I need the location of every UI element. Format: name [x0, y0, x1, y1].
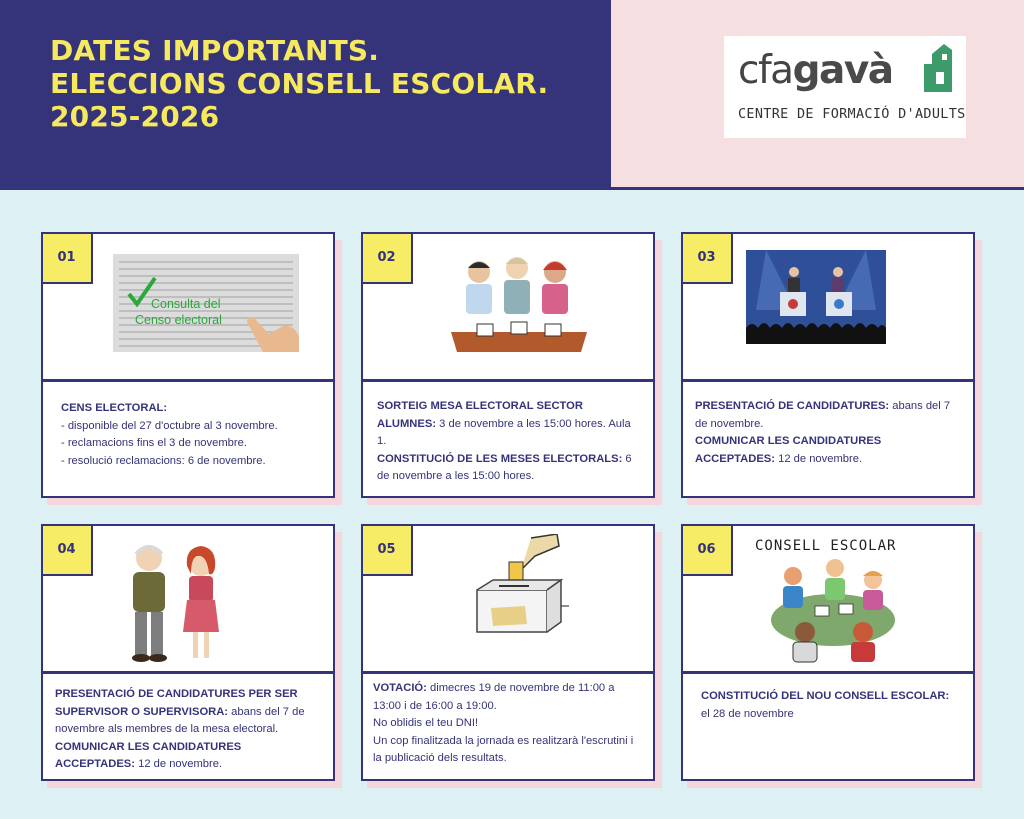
- card-03-text-2: 12 de novembre.: [774, 452, 863, 465]
- building-icon: [920, 42, 956, 94]
- card-03-text: [695, 398, 963, 468]
- card-03-heading-1: PRESENTACIÓ DE CANDIDATURES:: [695, 400, 890, 412]
- card-04-heading-1: PRESENTACIÓ DE CANDIDATURES PER SER SUPERVISOR O SUPERVISORA:: [55, 688, 298, 718]
- card-01-heading: CENS ELECTORAL:: [61, 402, 168, 414]
- census-text-1: Consulta del: [151, 297, 221, 311]
- card-05-text: [373, 680, 639, 768]
- card-05-line-3: Un cop finalitzada la jornada es realitzarà l'escrutini i la publicació dels resultats.: [373, 734, 634, 764]
- title-line-1: DATES IMPORTANTS.: [50, 34, 380, 67]
- card-06-text: [701, 688, 961, 723]
- council-sign: CONSELL ESCOLAR: [755, 538, 897, 554]
- card-02-text-1: 3 de novembre a les 15:00 hores. Aula 1.: [377, 417, 631, 447]
- card-03-heading-2: COMUNICAR LES CANDIDATURES ACCEPTADES:: [695, 435, 882, 465]
- card-02-heading-1: SORTEIG MESA ELECTORAL SECTOR ALUMNES:: [377, 400, 583, 430]
- card-number-badge: 03: [681, 232, 733, 284]
- header-divider: [0, 187, 1024, 190]
- card-06-heading-1: CONSTITUCIÓ DEL NOU CONSELL ESCOLAR:: [701, 690, 950, 702]
- card-03: [681, 232, 975, 498]
- card-02-text: [377, 398, 643, 486]
- card-01: [41, 232, 335, 498]
- card-divider: [683, 671, 973, 674]
- card-04-text-2: 12 de novembre.: [134, 758, 223, 770]
- card-06: [681, 524, 975, 781]
- card-05: [361, 524, 655, 781]
- card-number-badge: 06: [681, 524, 733, 576]
- card-03-text-1: abans del 7 de novembre.: [695, 400, 951, 430]
- card-02-heading-2: CONSTITUCIÓ DE LES MESES ELECTORALS:: [377, 452, 623, 465]
- census-list-image: [113, 254, 299, 352]
- card-divider: [683, 379, 973, 382]
- card-02-text-2: 6 de novembre a les 15:00 hores.: [377, 452, 632, 482]
- card-number-badge: 01: [41, 232, 93, 284]
- card-05-heading-1: VOTACIÓ:: [373, 682, 427, 694]
- card-02: [361, 232, 655, 498]
- card-05-line-2: No oblidis el teu DNI!: [373, 717, 479, 729]
- card-04-text: [55, 686, 321, 774]
- school-council-image: [753, 532, 913, 666]
- debate-stage-image: [746, 250, 886, 344]
- card-01-line-1: - disponible del 27 d'octubre al 3 novembre.: [61, 419, 278, 432]
- card-01-text: [61, 400, 321, 470]
- card-divider: [43, 671, 333, 674]
- census-text-2: Censo electoral: [135, 313, 222, 327]
- card-01-line-3: - resolució reclamacions: 6 de novembre.: [61, 454, 266, 467]
- logo-wordmark: cfagavà: [738, 48, 893, 93]
- card-04-text-1: abans del 7 de novembre als membres de la mesa electoral.: [55, 705, 305, 735]
- ballot-box-image: [469, 534, 569, 644]
- candidates-image: [117, 540, 229, 664]
- card-divider: [363, 671, 653, 674]
- card-04-heading-2: COMUNICAR LES CANDIDATURES ACCEPTADES:: [55, 740, 242, 770]
- card-number-badge: 05: [361, 524, 413, 576]
- electoral-table-image: [449, 250, 589, 356]
- page-title: [50, 34, 590, 133]
- title-line-3: 2025-2026: [50, 100, 220, 133]
- card-06-text-1: el 28 de novembre: [701, 707, 794, 720]
- card-number-badge: 02: [361, 232, 413, 284]
- logo-subtitle: CENTRE DE FORMACIÓ D'ADULTS: [738, 106, 966, 122]
- school-logo: [724, 36, 966, 138]
- card-divider: [363, 379, 653, 382]
- card-04: [41, 524, 335, 781]
- card-divider: [43, 379, 333, 382]
- card-05-text-1: dimecres 19 de novembre de 11:00 a 13:00 i de 16:00 a 19:00.: [373, 682, 615, 712]
- card-number-badge: 04: [41, 524, 93, 576]
- card-01-line-2: - reclamacions fins el 3 de novembre.: [61, 437, 247, 449]
- title-line-2: ELECCIONS CONSELL ESCOLAR.: [50, 67, 549, 100]
